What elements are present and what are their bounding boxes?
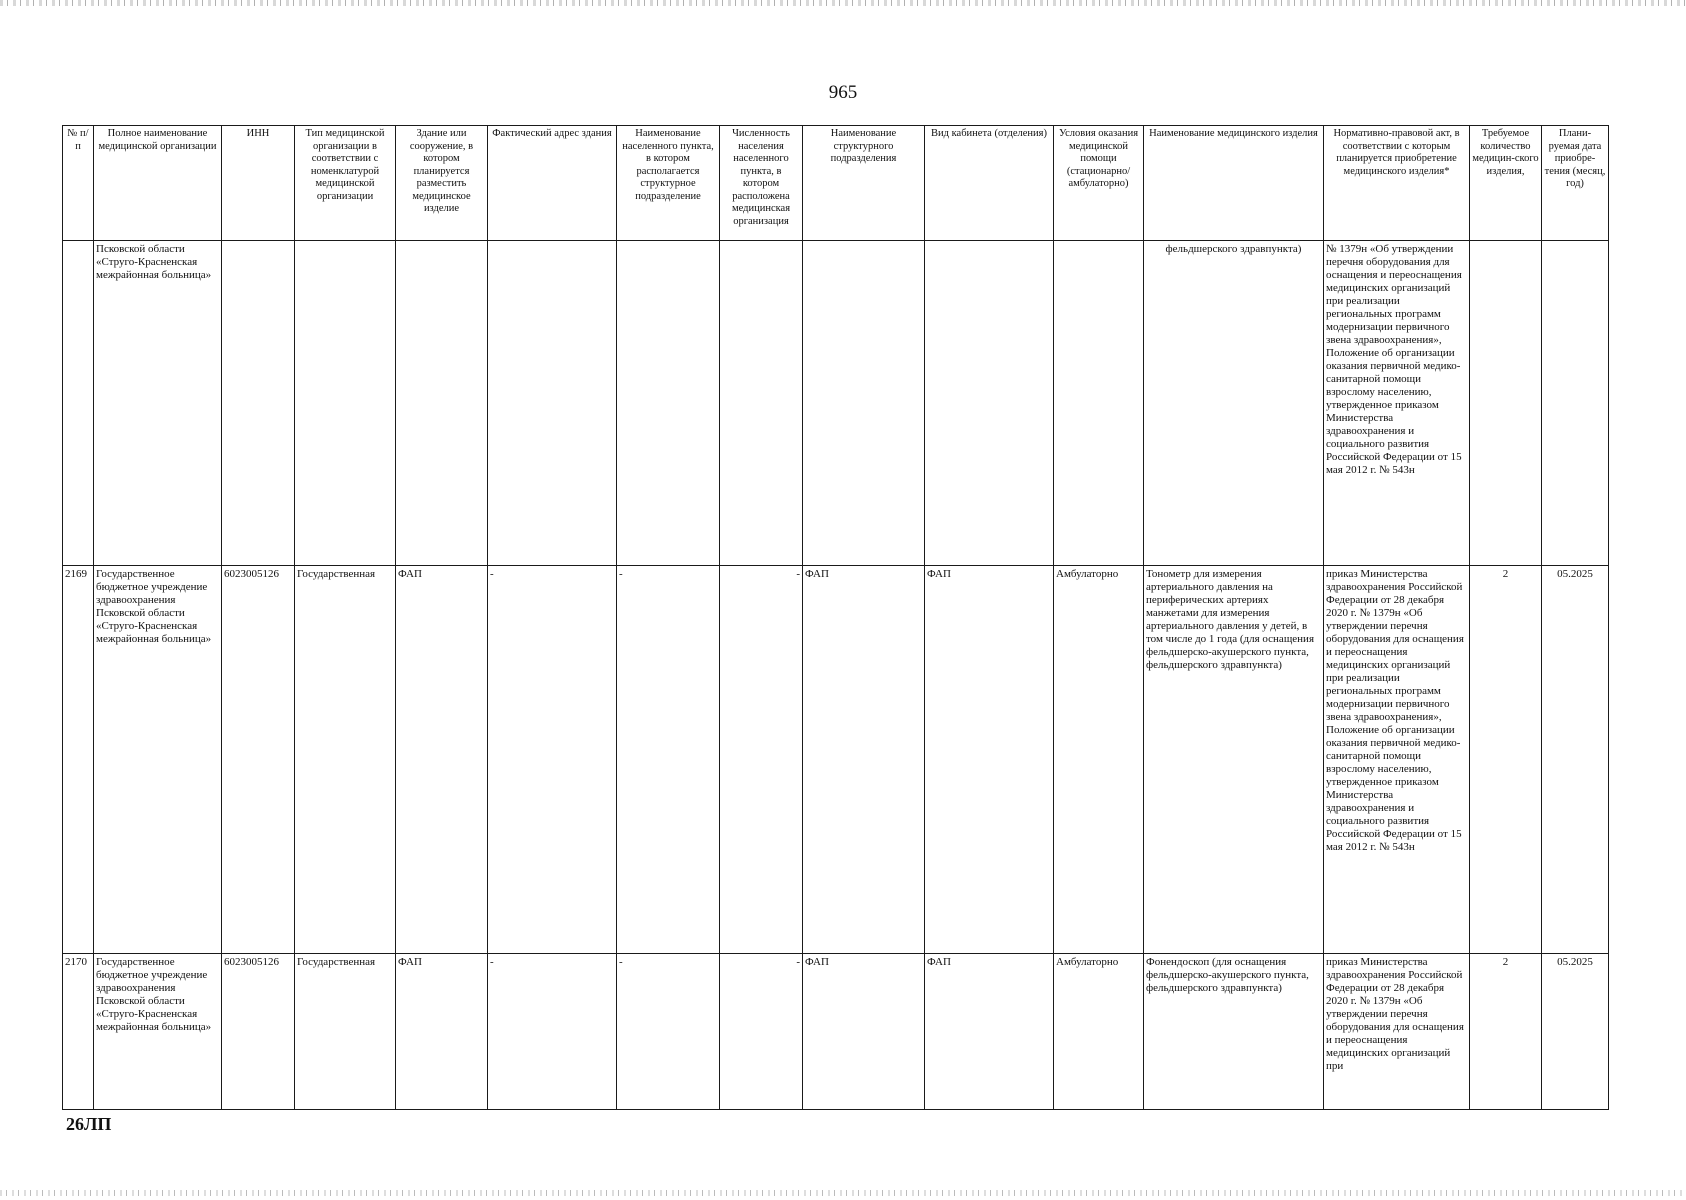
cell-date: 05.2025 xyxy=(1542,954,1609,1110)
cell-device: фельдшерского здравпункта) xyxy=(1144,241,1324,566)
cell-building: ФАП xyxy=(396,954,488,1110)
scan-edge-bottom xyxy=(0,1190,1686,1196)
cell-inn: 6023005126 xyxy=(222,566,295,954)
cell-act: приказ Министерства здравоохранения Российской Федерации от 28 декабря 2020 г. № 1379н «Об утверждении перечня оборудования для оснащения и переоснащения медицинских организаций при xyxy=(1324,954,1470,1110)
header-act: Нормативно-правовой акт, в соответствии с которым планируется приобретение медицинского изделия* xyxy=(1324,126,1470,241)
header-unit: Наименование структурного подразделения xyxy=(803,126,925,241)
table-row xyxy=(63,566,1609,954)
cell-cabinet xyxy=(925,241,1054,566)
cell-num: 2169 xyxy=(63,566,94,954)
page-number: 965 xyxy=(828,82,858,103)
cell-act: приказ Министерства здравоохранения Российской Федерации от 28 декабря 2020 г. № 1379н «Об утверждении перечня оборудования для оснащения и переоснащения медицинских организаций при реализации региональных программ модернизации первичного звена здравоохранения», Положение об организации оказания первичной медико-санитарной помощи взрослому населению, утвержденное приказом Министерства здравоохранения и социального развития Российской Федерации от 15 мая 2012 г. № 543н xyxy=(1324,566,1470,954)
cell-qty: 2 xyxy=(1470,566,1542,954)
header-conditions: Условия оказания медицинской помощи (стационарно/ амбулаторно) xyxy=(1054,126,1144,241)
cell-conditions: Амбулаторно xyxy=(1054,954,1144,1110)
header-type: Тип медицинской организации в соответствии с номенклатурой медицинской организации xyxy=(295,126,396,241)
cell-unit: ФАП xyxy=(803,566,925,954)
table-row xyxy=(63,241,1609,566)
header-device: Наименование медицинского изделия xyxy=(1144,126,1324,241)
header-org: Полное наименование медицинской организации xyxy=(94,126,222,241)
cell-cabinet: ФАП xyxy=(925,566,1054,954)
cell-device: Тонометр для измерения артериального давления на периферических артериях манжетами для измерения артериального давления у детей, в том числе до 1 года (для оснащения фельдшерско-акушерского пункта, фельдшерского здравпункта) xyxy=(1144,566,1324,954)
cell-population xyxy=(720,241,803,566)
cell-date xyxy=(1542,241,1609,566)
cell-act: № 1379н «Об утверждении перечня оборудования для оснащения и переоснащения медицинских организаций при реализации региональных программ модернизации первичного звена здравоохранения», Положение об организации оказания первичной медико-санитарной помощи взрослому населению, утвержденное приказом Министерства здравоохранения и социального развития Российской Федерации от 15 мая 2012 г. № 543н xyxy=(1324,241,1470,566)
header-population: Численность населения населенного пункта, в котором расположена медицинская организация xyxy=(720,126,803,241)
cell-unit: ФАП xyxy=(803,954,925,1110)
cell-building xyxy=(396,241,488,566)
header-settlement: Наименование населенного пункта, в котором располагается структурное подразделение xyxy=(617,126,720,241)
cell-address: - xyxy=(488,566,617,954)
cell-type xyxy=(295,241,396,566)
cell-date: 05.2025 xyxy=(1542,566,1609,954)
table-row xyxy=(63,954,1609,1110)
cell-inn: 6023005126 xyxy=(222,954,295,1110)
cell-conditions: Амбулаторно xyxy=(1054,566,1144,954)
cell-type: Государственная xyxy=(295,566,396,954)
header-address: Фактический адрес здания xyxy=(488,126,617,241)
table-header xyxy=(63,126,1609,241)
cell-org: Государственное бюджетное учреждение здравоохранения Псковской области «Струго-Красненская межрайонная больница» xyxy=(94,566,222,954)
header-num: № п/п xyxy=(63,126,94,241)
cell-building: ФАП xyxy=(396,566,488,954)
cell-unit xyxy=(803,241,925,566)
cell-settlement: - xyxy=(617,566,720,954)
header-cabinet: Вид кабинета (отделения) xyxy=(925,126,1054,241)
cell-device: Фонендоскоп (для оснащения фельдшерско-акушерского пункта, фельдшерского здравпункта) xyxy=(1144,954,1324,1110)
cell-population: - xyxy=(720,954,803,1110)
cell-type: Государственная xyxy=(295,954,396,1110)
equipment-table xyxy=(62,125,1609,1110)
cell-inn xyxy=(222,241,295,566)
scan-edge-top xyxy=(0,0,1686,6)
cell-org: Государственное бюджетное учреждение здравоохранения Псковской области «Струго-Красненская межрайонная больница» xyxy=(94,954,222,1110)
cell-qty: 2 xyxy=(1470,954,1542,1110)
cell-conditions xyxy=(1054,241,1144,566)
cell-address xyxy=(488,241,617,566)
cell-settlement: - xyxy=(617,954,720,1110)
header-inn: ИНН xyxy=(222,126,295,241)
header-qty: Требуемое количество медицин-ского изделия, xyxy=(1470,126,1542,241)
cell-qty xyxy=(1470,241,1542,566)
header-date: Плани-руемая дата приобре-тения (месяц, год) xyxy=(1542,126,1609,241)
cell-num xyxy=(63,241,94,566)
cell-population: - xyxy=(720,566,803,954)
footer-code: 26ЛП xyxy=(66,1114,112,1134)
header-building: Здание или сооружение, в котором планируется разместить медицинское изделие xyxy=(396,126,488,241)
cell-org: Псковской области «Струго-Красненская межрайонная больница» xyxy=(94,241,222,566)
cell-settlement xyxy=(617,241,720,566)
cell-num: 2170 xyxy=(63,954,94,1110)
cell-cabinet: ФАП xyxy=(925,954,1054,1110)
cell-address: - xyxy=(488,954,617,1110)
